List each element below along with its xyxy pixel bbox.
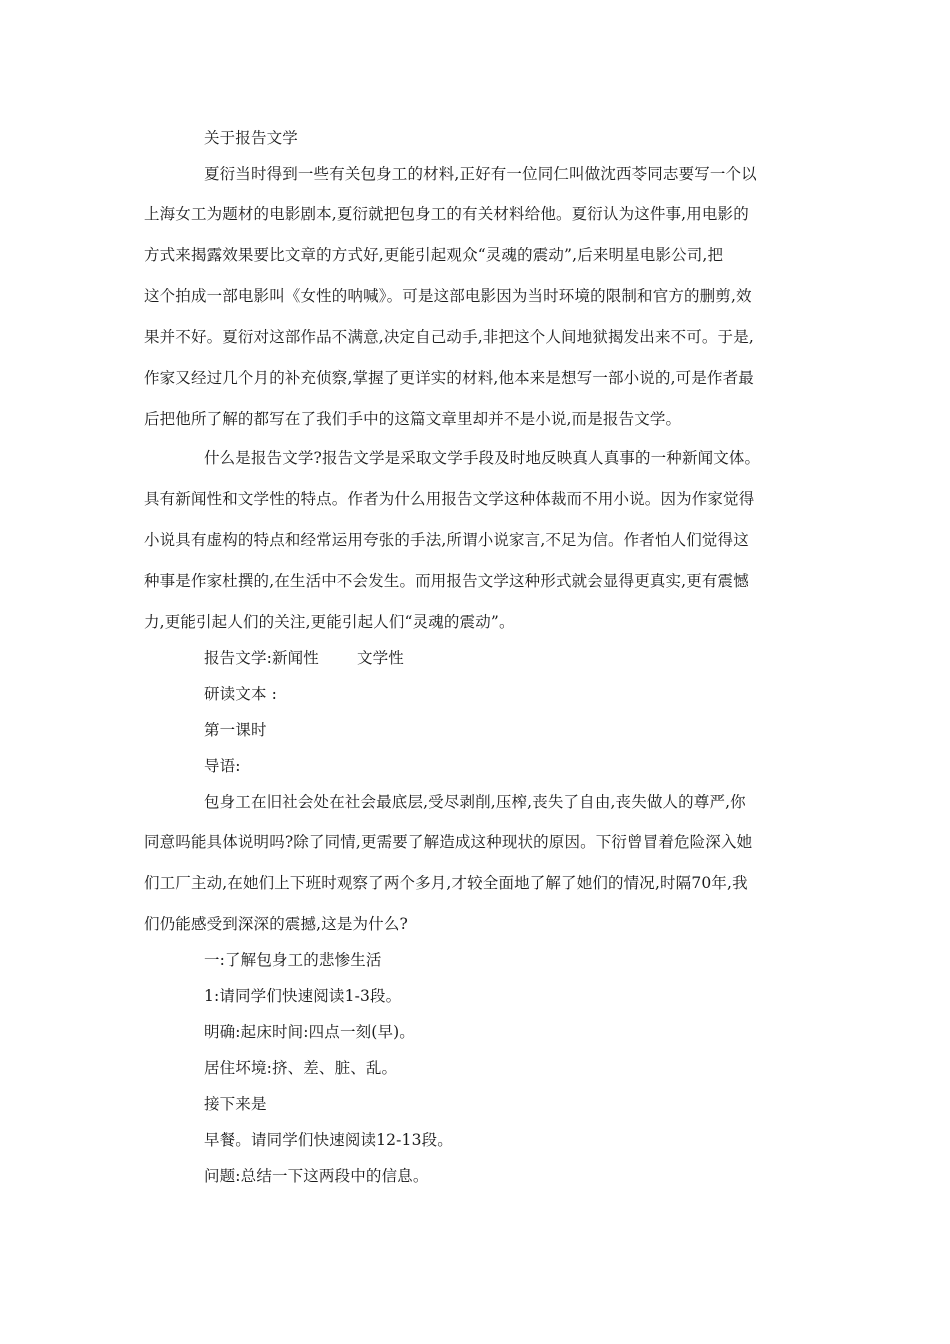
question-text: 问题:总结一下这两段中的信息。 (204, 1167, 429, 1185)
guide-heading: 导语: (204, 757, 241, 775)
features-label: 报告文学:新闻性 (204, 649, 319, 667)
step-one-text: 1:请同学们快速阅读1-3段。 (204, 987, 402, 1005)
document-title: 关于报告文学 (204, 129, 298, 147)
clarify-text: 明确:起床时间:四点一刻(早)。 (204, 1023, 415, 1041)
intro-paragraph-line: 后把他所了解的都写在了我们手中的这篇文章里却并不是小说,而是报告文学。 (144, 410, 682, 428)
features-second: 文学性 (356, 649, 404, 667)
intro-paragraph-line: 作家又经过几个月的补充侦察,掌握了更详实的材料,他本来是想写一部小说的,可是作者最 (144, 369, 754, 387)
study-text-heading: 研读文本 : (204, 685, 278, 703)
intro-paragraph-line: 上海女工为题材的电影剧本,夏衍就把包身工的有关材料给他。夏衍认为这件事,用电影的 (144, 205, 749, 223)
definition-paragraph-line: 种事是作家杜撰的,在生活中不会发生。而用报告文学这种形式就会显得更真实,更有震憾 (144, 572, 749, 590)
features-line (204, 648, 808, 668)
breakfast-text: 早餐。请同学们快速阅读12-13段。 (204, 1131, 453, 1149)
intro-paragraph-line: 这个拍成一部电影叫《女性的呐喊》。可是这部电影因为当时环境的限制和官方的删剪,效 (144, 287, 752, 305)
guide-paragraph-line: 们仍能感受到深深的震撼,这是为什么? (144, 915, 408, 933)
definition-paragraph-line: 具有新闻性和文学性的特点。作者为什么用报告文学这种体裁而不用小说。因为作家觉得 (144, 490, 755, 508)
definition-paragraph-line: 小说具有虚构的特点和经常运用夸张的手法,所谓小说家言,不足为信。作者怕人们觉得这 (144, 531, 749, 549)
intro-paragraph-line: 方式来揭露效果要比文章的方式好,更能引起观众“灵魂的震动”,后来明星电影公司,把 (144, 246, 724, 264)
guide-paragraph-line: 们工厂主动,在她们上下班时观察了两个多月,才较全面地了解了她们的情况,时隔70年,我 (144, 874, 748, 892)
lesson-heading: 第一课时 (204, 721, 267, 739)
intro-paragraph-line: 果并不好。夏衍对这部作品不满意,决定自己动手,非把这个人间地狱揭发出来不可。于是, (144, 328, 754, 346)
guide-paragraph-line: 同意吗能具体说明吗?除了同情,更需要了解造成这种现状的原因。下衍曾冒着危险深入她 (144, 833, 753, 851)
definition-paragraph-line: 什么是报告文学?报告文学是采取文学手段及时地反映真人真事的一种新闻文体。 (204, 449, 761, 467)
living-text: 居住坏境:挤、差、脏、乱。 (204, 1059, 398, 1077)
next-text: 接下来是 (204, 1095, 267, 1113)
definition-paragraph-line: 力,更能引起人们的关注,更能引起人们“灵魂的震动”。 (144, 613, 515, 631)
guide-paragraph-line: 包身工在旧社会处在社会最底层,受尽剥削,压榨,丧失了自由,丧失做人的尊严,你 (204, 793, 746, 811)
intro-paragraph-line: 夏衍当时得到一些有关包身工的材料,正好有一位同仁叫做沈西苓同志要写一个以 (204, 165, 757, 183)
section-one-heading: 一:了解包身工的悲惨生活 (204, 951, 382, 969)
